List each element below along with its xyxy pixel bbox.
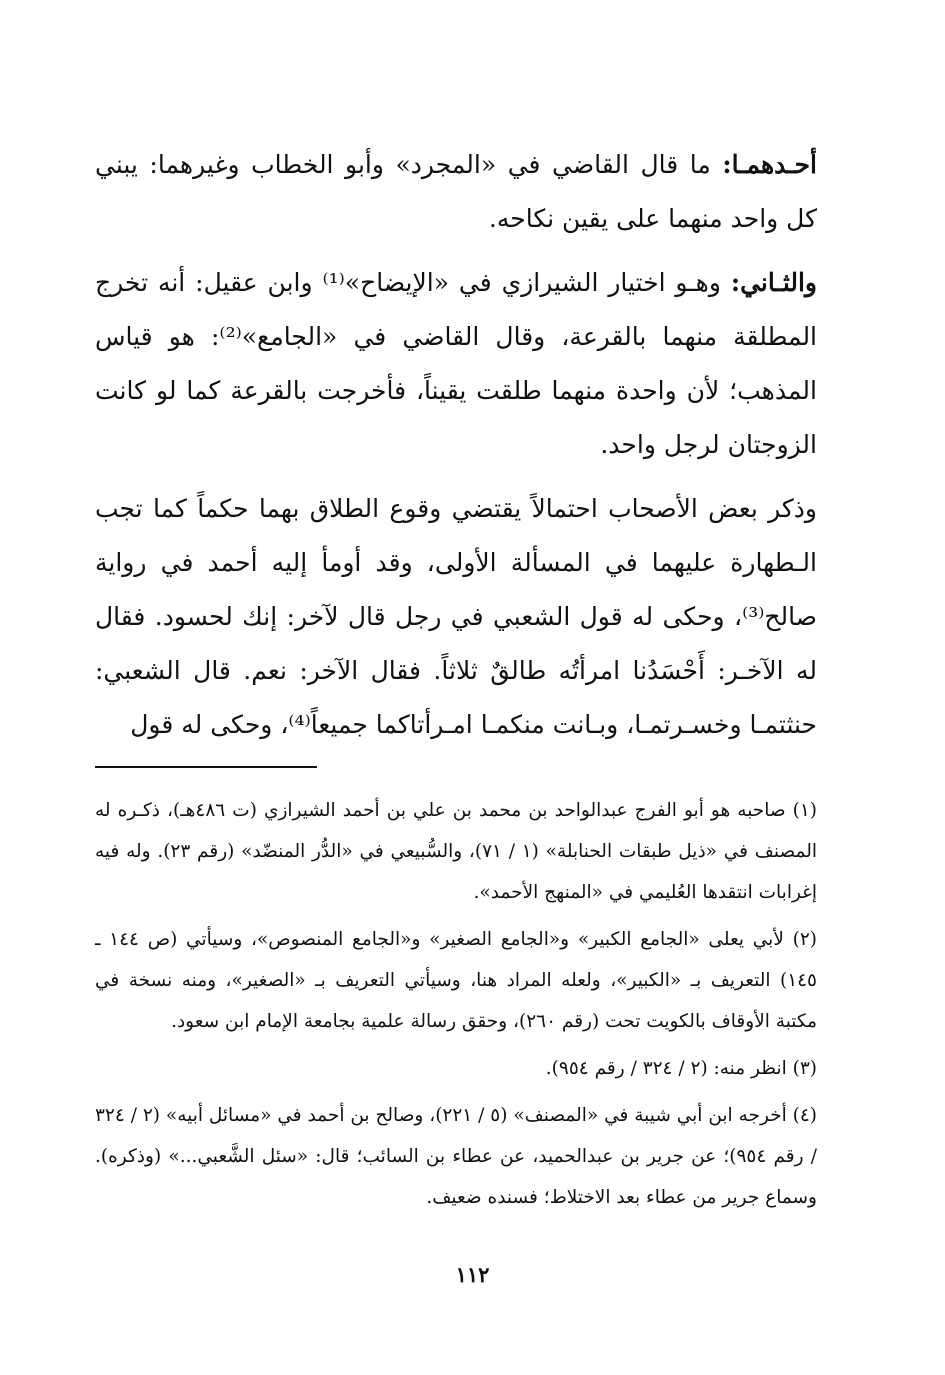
paragraph-text: وذكر بعض الأصحاب احتمالاً يقتضي وقوع الطلاق بهما حكماً كما تجب الـطهارة عليهما في المسألة الأولى، وقد أومأ إليه أحمد في رواية صالح⁽³⁾، وحكى له قول الشعبي في رجل قال لآخر: إنك لحسود. فقال له الآخـر: أَحْسَدُنا امرأتُه طالقٌ ثلاثاً. فقال الآخر: نعم. قال الشعبي: حنثتمـا وخسـرتمـا، وبـانت منكمـا امـرأتاكما جميعاً⁽⁴⁾، وحكى له قول	[95, 494, 817, 739]
page-body	[95, 138, 817, 1224]
paragraph-text: وهـو اختيار الشيرازي في «الإيضاح»⁽¹⁾ وابن عقيل: أنه تخرج المطلقة منهما بالقرعة، وقال القاضي في «الجامع»⁽²⁾: هو قياس المذهب؛ لأن واحدة منهما طلقت يقيناً، فأخرجت بالقرعة كما لو كانت الزوجتان لرجل واحد.	[95, 268, 818, 459]
page-number: ١١٢	[455, 1262, 490, 1287]
footnote-3: (٣) انظر منه: (٢ / ٣٢٤ / رقم ٩٥٤).	[545, 1058, 817, 1079]
paragraph-first-opinion	[95, 138, 817, 246]
footnote-4: (٤) أخرجه ابن أبي شيبة في «المصنف» (٥ / ٢٢١)، وصالح بن أحمد في «مسائل أبيه» (٢ / ٣٢٤ / رقم ٩٥٤)؛ عن جرير بن عبدالحميد، عن عطاء بن السائب؛ قال: «سئل الشَّعبي...» (وذكره). وسماع جرير من عطاء بعد الاختلاط؛ فسنده ضعيف.	[95, 1105, 818, 1208]
paragraph-second-opinion	[95, 256, 817, 472]
paragraph-third-opinion	[95, 482, 817, 752]
paragraph-lead: والثـاني:	[730, 268, 818, 297]
footnote-2: (٢) لأبي يعلى «الجامع الكبير» و«الجامع الصغير» و«الجامع المنصوص»، وسيأتي (ص ١٤٤ ـ ١٤٥) التعريف بـ «الكبير»، ولعله المراد هنا، وسيأتي التعريف بـ «الصغير»، ومنه نسخة في مكتبة الأوقاف بالكويت تحت (رقم ٢٦٠)، وحقق رسالة علمية بجامعة الإمام ابن سعود.	[95, 929, 817, 1032]
paragraph-lead: أحـدهمـا:	[722, 150, 817, 179]
footnote-separator	[95, 766, 317, 768]
paragraph-text: ما قال القاضي في «المجرد» وأبو الخطاب وغيرهما: يبني كل واحد منهما على يقين نكاحه.	[95, 150, 817, 233]
footnote-1: (١) صاحبه هو أبو الفرج عبدالواحد بن محمد بن علي بن أحمد الشيرازي (ت ٤٨٦هـ)، ذكـره له المصنف في «ذيل طبقات الحنابلة» (١ / ٧١)، والسُّبيعي في «الدُّر المنضّد» (رقم ٢٣). وله فيه إغرابات انتقدها العُليمي في «المنهج الأحمد».	[95, 800, 818, 903]
